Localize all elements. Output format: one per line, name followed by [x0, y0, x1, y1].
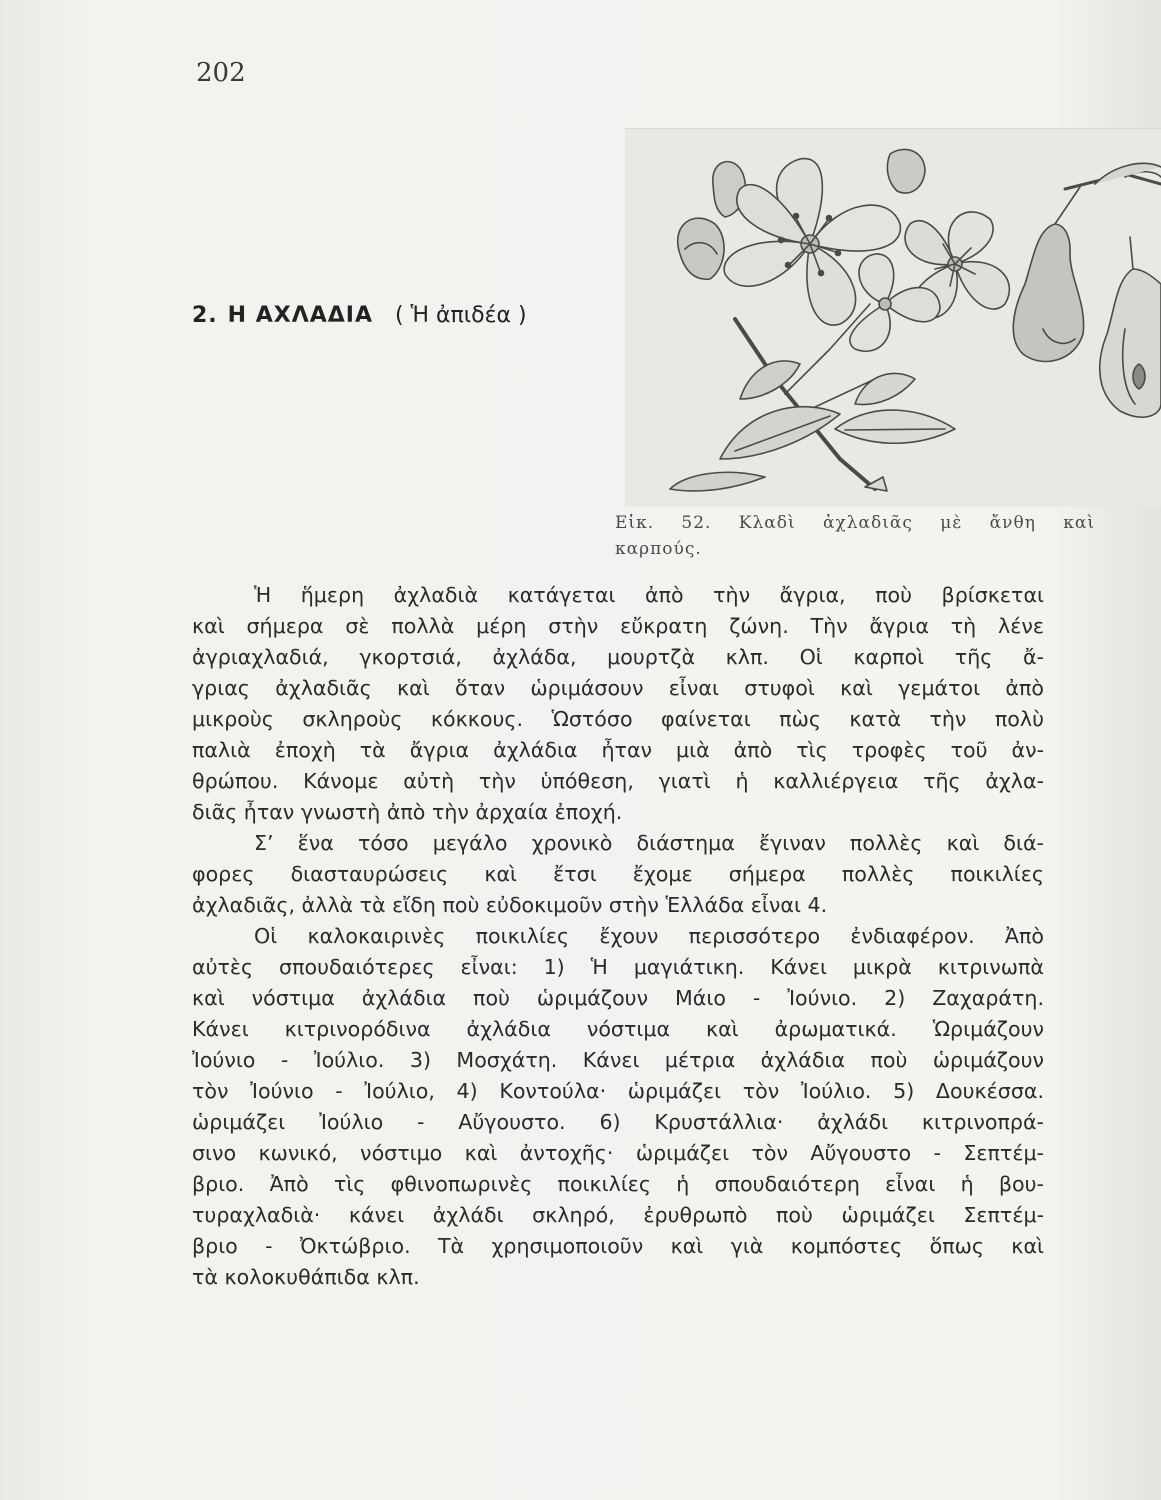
caption-line: καρπούς. — [615, 539, 702, 559]
section-heading — [192, 303, 527, 328]
page-number: 202 — [196, 58, 246, 88]
paragraph — [192, 580, 1044, 828]
text-line: βριο - Ὀκτώβριο. Τὰ χρησιμοποιοῦν καὶ γιὰ κομπόστες ὅπως καὶ — [192, 1234, 1044, 1258]
text-line: φορες διασταυρώσεις καὶ ἔτσι ἔχομε σήμερα πολλὲς ποικιλίες — [192, 862, 1044, 886]
body-text — [192, 580, 1044, 1293]
text-line: τὰ κολοκυθάπιδα κλπ. — [192, 1265, 420, 1289]
text-line: σινο κωνικό, νόστιμο καὶ ἀντοχῆς· ὡριμάζει τὸν Αὔγουστο - Σεπτέμ- — [192, 1141, 1044, 1165]
text-line: Ἡ ἥμερη ἀχλαδιὰ κατάγεται ἀπὸ τὴν ἄγρια, ποὺ βρίσκεται — [254, 583, 1044, 607]
text-line: ὡριμάζει Ἰούλιο - Αὔγουστο. 6) Κρυστάλλια· ἀχλάδι κιτρινοπρά- — [192, 1110, 1044, 1134]
figure-caption — [615, 510, 1095, 562]
text-line: θρώπου. Κάνομε αὐτὴ τὴν ὑπόθεση, γιατὶ ἡ καλλιέργεια τῆς ἀχλα- — [192, 769, 1044, 793]
text-line: διᾶς ἦταν γνωστὴ ἀπὸ τὴν ἀρχαία ἐποχή. — [192, 800, 623, 824]
section-subtitle: ( Ἡ ἀπιδέα ) — [395, 303, 527, 328]
text-line: Ἰούνιο - Ἰούλιο. 3) Μοσχάτη. Κάνει μέτρια ἀχλάδια ποὺ ὡριμάζουν — [192, 1048, 1044, 1072]
text-line: βριο. Ἀπὸ τὶς φθινοπωρινὲς ποικιλίες ἡ σπουδαιότερη εἶναι ἡ βου- — [192, 1172, 1044, 1196]
text-line: τὸν Ἰούνιο - Ἰούλιο, 4) Κοντούλα· ὡριμάζει τὸν Ἰούλιο. 5) Δουκέσσα. — [192, 1079, 1044, 1103]
paragraph — [192, 921, 1044, 1293]
text-line: ἀχλαδιᾶς, ἀλλὰ τὰ εἴδη ποὺ εὐδοκιμοῦν στὴν Ἑλλάδα εἶναι 4. — [192, 893, 828, 917]
text-line: μικροὺς σκληροὺς κόκκους. Ὡστόσο φαίνεται πὼς κατὰ τὴν πολὺ — [192, 707, 1044, 731]
text-line: τυραχλαδιὰ· κάνει ἀχλάδι σκληρό, ἐρυθρωπὸ ποὺ ὡριμάζει Σεπτέμ- — [192, 1203, 1044, 1227]
text-line: καὶ νόστιμα ἀχλάδια ποὺ ὡριμάζουν Μάιο - Ἰούνιο. 2) Ζαχαράτη. — [192, 986, 1044, 1010]
text-line: αὐτὲς σπουδαιότερες εἶναι: 1) Ἡ μαγιάτικη. Κάνει μικρὰ κιτρινωπὰ — [192, 955, 1044, 979]
pear-branch-illustration — [625, 128, 1161, 507]
paragraph — [192, 828, 1044, 921]
text-line: καὶ σήμερα σὲ πολλὰ μέρη στὴν εὔκρατη ζώνη. Τὴν ἄγρια τὴ λένε — [192, 614, 1044, 638]
caption-line: Εἰκ. 52. Κλαδὶ ἀχλαδιᾶς μὲ ἄνθη καὶ — [615, 513, 1095, 533]
section-number: 2. — [192, 303, 218, 328]
text-line: ἀγριαχλαδιά, γκορτσιά, ἀχλάδα, μουρτζὰ κλπ. Οἱ καρποὶ τῆς ἄ- — [192, 645, 1044, 669]
text-line: Οἱ καλοκαιρινὲς ποικιλίες ἔχουν περισσότερο ἐνδιαφέρον. Ἀπὸ — [254, 924, 1044, 948]
section-title: Η ΑΧΛΑΔΙΑ — [227, 303, 374, 328]
text-line: παλιὰ ἐποχὴ τὰ ἄγρια ἀχλάδια ἦταν μιὰ ἀπὸ τὶς τροφὲς τοῦ ἀν- — [192, 738, 1044, 762]
text-line: γριας ἀχλαδιᾶς καὶ ὅταν ὡριμάσουν εἶναι στυφοὶ καὶ γεμάτοι ἀπὸ — [192, 676, 1044, 700]
pear-branch-drawing — [625, 129, 1161, 507]
text-line: Σ’ ἕνα τόσο μεγάλο χρονικὸ διάστημα ἔγιναν πολλὲς καὶ διά- — [254, 831, 1044, 855]
text-line: Κάνει κιτρινορόδινα ἀχλάδια νόστιμα καὶ ἀρωματικά. Ὡριμάζουν — [192, 1017, 1044, 1041]
